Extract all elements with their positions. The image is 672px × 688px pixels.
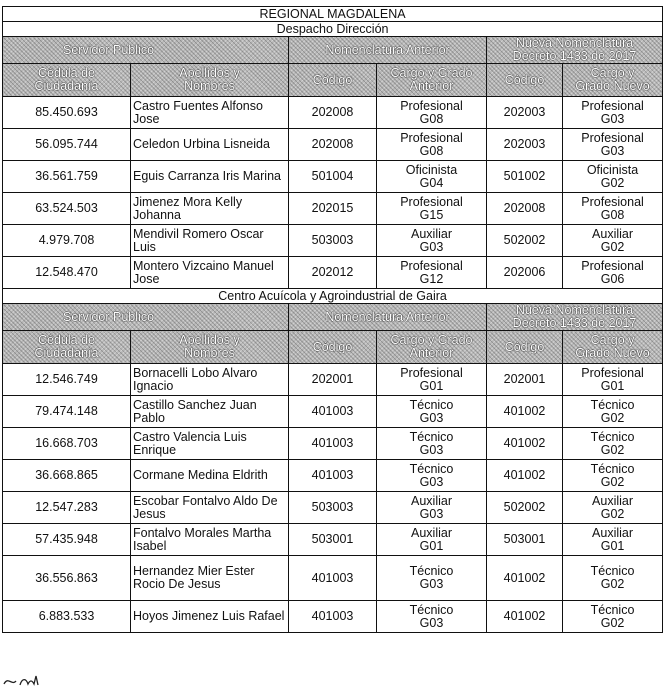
cedula-cell: 85.450.693 bbox=[3, 97, 131, 129]
codigo-nuevo-cell: 401002 bbox=[487, 396, 563, 428]
table-row bbox=[3, 524, 663, 556]
cargo-anterior-grado: G01 bbox=[419, 378, 444, 393]
cargo-nuevo-grado: G02 bbox=[600, 506, 625, 521]
header-cargo-anterior-line2: Anterior bbox=[409, 346, 454, 360]
cargo-nuevo-name: Técnico bbox=[590, 397, 635, 412]
cargo-anterior-name: Técnico bbox=[409, 564, 454, 578]
cargo-anterior-grado: G04 bbox=[419, 175, 444, 190]
nombre-cell: Cormane Medina Eldrith bbox=[131, 460, 289, 492]
codigo-anterior-cell: 401003 bbox=[289, 428, 377, 460]
cargo-anterior-cell bbox=[377, 428, 487, 460]
cargo-nuevo-grado: G01 bbox=[600, 378, 625, 393]
cargo-anterior-grado: G03 bbox=[419, 410, 444, 425]
header-cargo-anterior-line1: Cargo y Grado bbox=[390, 333, 473, 347]
codigo-anterior-cell: 202012 bbox=[289, 257, 377, 289]
cargo-anterior-name: Profesional bbox=[400, 194, 463, 209]
cargo-anterior-grado: G01 bbox=[419, 538, 444, 553]
cargo-anterior-name: Auxiliar bbox=[411, 226, 452, 241]
table-row bbox=[3, 492, 663, 524]
cargo-nuevo-name: Profesional bbox=[581, 130, 644, 145]
document-title: REGIONAL MAGDALENA bbox=[3, 7, 663, 22]
table-row bbox=[3, 161, 663, 193]
cedula-cell: 56.095.744 bbox=[3, 129, 131, 161]
cargo-nuevo-cell bbox=[563, 428, 663, 460]
table-row bbox=[3, 428, 663, 460]
cargo-anterior-cell bbox=[377, 193, 487, 225]
nombre-cell: Eguis Carranza Iris Marina bbox=[131, 161, 289, 193]
cargo-nuevo-grado: G02 bbox=[600, 577, 625, 591]
cargo-nuevo-grado: G02 bbox=[600, 175, 625, 190]
cargo-anterior-grado: G12 bbox=[419, 271, 444, 286]
cargo-anterior-grado: G03 bbox=[419, 577, 444, 591]
table-row bbox=[3, 601, 663, 633]
codigo-nuevo-cell: 502002 bbox=[487, 492, 563, 524]
cargo-anterior-cell bbox=[377, 492, 487, 524]
codigo-nuevo-cell: 503001 bbox=[487, 524, 563, 556]
nombre-cell: Escobar Fontalvo Aldo De Jesus bbox=[131, 492, 289, 524]
table-row bbox=[3, 257, 663, 289]
cargo-nuevo-grado: G08 bbox=[600, 207, 625, 222]
header-nueva-nomenclatura bbox=[487, 37, 663, 64]
codigo-anterior-cell: 401003 bbox=[289, 396, 377, 428]
header-cedula-line1: Cédula de bbox=[38, 66, 95, 80]
cargo-nuevo-cell bbox=[563, 129, 663, 161]
codigo-nuevo-cell: 401002 bbox=[487, 601, 563, 633]
header-apellidos-nombres-line1: Apellidos y bbox=[179, 333, 240, 347]
signature-mark bbox=[2, 672, 62, 688]
header-cargo-nuevo-line2: Grado Nuevo bbox=[575, 79, 650, 93]
cargo-nuevo-cell bbox=[563, 161, 663, 193]
cargo-anterior-grado: G03 bbox=[419, 442, 444, 457]
cargo-anterior-name: Oficinista bbox=[405, 162, 458, 177]
cargo-anterior-cell bbox=[377, 257, 487, 289]
cargo-anterior-grado: G03 bbox=[419, 474, 444, 489]
cargo-nuevo-cell bbox=[563, 257, 663, 289]
codigo-nuevo-cell: 202003 bbox=[487, 97, 563, 129]
header-apellidos-nombres bbox=[131, 64, 289, 97]
header-cargo-anterior-line2: Anterior bbox=[409, 79, 454, 93]
header-codigo-nuevo: Código bbox=[487, 64, 563, 97]
header-cedula-line2: Ciudadanía bbox=[34, 346, 99, 360]
codigo-anterior-cell: 501004 bbox=[289, 161, 377, 193]
cargo-nuevo-grado: G06 bbox=[600, 271, 625, 286]
codigo-nuevo-cell: 202008 bbox=[487, 193, 563, 225]
codigo-nuevo-cell: 401002 bbox=[487, 428, 563, 460]
cargo-nuevo-name: Profesional bbox=[581, 98, 644, 113]
header-cedula bbox=[3, 64, 131, 97]
nombre-cell: Hernandez Mier Ester Rocio De Jesus bbox=[131, 556, 289, 601]
cargo-nuevo-cell bbox=[563, 97, 663, 129]
cargo-nuevo-cell bbox=[563, 601, 663, 633]
header-cargo-anterior bbox=[377, 331, 487, 364]
cedula-cell: 12.548.470 bbox=[3, 257, 131, 289]
header-cargo-anterior bbox=[377, 64, 487, 97]
cargo-nuevo-cell bbox=[563, 556, 663, 601]
header-nueva-nomenclatura bbox=[487, 304, 663, 331]
header-cargo-nuevo-line1: Cargo y bbox=[590, 66, 635, 80]
cargo-nuevo-name: Profesional bbox=[581, 258, 644, 273]
cargo-anterior-grado: G15 bbox=[419, 207, 444, 222]
header-codigo-anterior: Código bbox=[289, 64, 377, 97]
section-title: Centro Acuícola y Agroindustrial de Gaira bbox=[3, 289, 663, 304]
header-servidor-publico: Servidor Público bbox=[3, 37, 289, 64]
codigo-nuevo-cell: 401002 bbox=[487, 460, 563, 492]
header-nueva-nomenclatura-line1: Nueva Nomenclatura bbox=[515, 303, 634, 317]
cargo-anterior-cell bbox=[377, 161, 487, 193]
codigo-nuevo-cell: 501002 bbox=[487, 161, 563, 193]
cargo-anterior-cell bbox=[377, 129, 487, 161]
cargo-anterior-name: Profesional bbox=[400, 365, 463, 380]
table-row bbox=[3, 364, 663, 396]
cargo-nuevo-name: Oficinista bbox=[586, 162, 639, 177]
cedula-cell: 57.435.948 bbox=[3, 524, 131, 556]
cedula-cell: 12.547.283 bbox=[3, 492, 131, 524]
header-codigo-anterior: Código bbox=[289, 331, 377, 364]
cargo-anterior-grado: G08 bbox=[419, 111, 444, 126]
cedula-cell: 36.556.863 bbox=[3, 556, 131, 601]
header-apellidos-nombres-line1: Apellidos y bbox=[179, 66, 240, 80]
cargo-anterior-cell bbox=[377, 225, 487, 257]
table-row bbox=[3, 396, 663, 428]
cargo-nuevo-cell bbox=[563, 193, 663, 225]
nombre-cell: Castro Fuentes Alfonso Jose bbox=[131, 97, 289, 129]
cargo-nuevo-grado: G01 bbox=[600, 538, 625, 553]
table-row bbox=[3, 225, 663, 257]
nombre-cell: Hoyos Jimenez Luis Rafael bbox=[131, 601, 289, 633]
codigo-nuevo-cell: 202001 bbox=[487, 364, 563, 396]
header-cargo-nuevo bbox=[563, 64, 663, 97]
nombre-cell: Montero Vizcaino Manuel Jose bbox=[131, 257, 289, 289]
table-row bbox=[3, 97, 663, 129]
table-row bbox=[3, 460, 663, 492]
nombre-cell: Castro Valencia Luis Enrique bbox=[131, 428, 289, 460]
section-title: Despacho Dirección bbox=[3, 22, 663, 37]
cedula-cell: 6.883.533 bbox=[3, 601, 131, 633]
cargo-nuevo-grado: G02 bbox=[600, 442, 625, 457]
cargo-anterior-name: Técnico bbox=[409, 602, 454, 617]
table-row bbox=[3, 129, 663, 161]
codigo-anterior-cell: 202008 bbox=[289, 129, 377, 161]
nombre-cell: Jimenez Mora Kelly Johanna bbox=[131, 193, 289, 225]
nombre-cell: Fontalvo Morales Martha Isabel bbox=[131, 524, 289, 556]
table-row bbox=[3, 556, 663, 601]
cargo-anterior-cell bbox=[377, 396, 487, 428]
codigo-anterior-cell: 503003 bbox=[289, 225, 377, 257]
nombre-cell: Bornacelli Lobo Alvaro Ignacio bbox=[131, 364, 289, 396]
cargo-nuevo-name: Técnico bbox=[590, 461, 635, 476]
cedula-cell: 79.474.148 bbox=[3, 396, 131, 428]
table-row bbox=[3, 193, 663, 225]
cargo-anterior-cell bbox=[377, 364, 487, 396]
codigo-nuevo-cell: 401002 bbox=[487, 556, 563, 601]
header-codigo-nuevo: Código bbox=[487, 331, 563, 364]
cargo-anterior-grado: G03 bbox=[419, 615, 444, 630]
cedula-cell: 36.668.865 bbox=[3, 460, 131, 492]
cargo-nuevo-name: Auxiliar bbox=[592, 525, 634, 540]
codigo-nuevo-cell: 202003 bbox=[487, 129, 563, 161]
cargo-nuevo-grado: G02 bbox=[600, 615, 625, 630]
nombre-cell: Celedon Urbina Lisneida bbox=[131, 129, 289, 161]
codigo-anterior-cell: 401003 bbox=[289, 460, 377, 492]
codigo-anterior-cell: 503001 bbox=[289, 524, 377, 556]
header-servidor-publico: Servidor Público bbox=[3, 304, 289, 331]
header-cedula-line1: Cédula de bbox=[38, 333, 95, 347]
cedula-cell: 16.668.703 bbox=[3, 428, 131, 460]
cargo-anterior-cell bbox=[377, 524, 487, 556]
cargo-nuevo-cell bbox=[563, 225, 663, 257]
header-nueva-nomenclatura-line2: Decreto 1433 de 2017 bbox=[512, 316, 637, 330]
header-cargo-nuevo-line1: Cargo y bbox=[590, 333, 635, 347]
cargo-nuevo-name: Técnico bbox=[590, 429, 635, 444]
cedula-cell: 63.524.503 bbox=[3, 193, 131, 225]
codigo-anterior-cell: 503003 bbox=[289, 492, 377, 524]
header-apellidos-nombres-line2: Nombres bbox=[184, 79, 235, 93]
nombre-cell: Mendivil Romero Oscar Luis bbox=[131, 225, 289, 257]
cargo-nuevo-cell bbox=[563, 364, 663, 396]
cargo-anterior-name: Técnico bbox=[409, 461, 454, 476]
cargo-anterior-cell bbox=[377, 460, 487, 492]
header-cargo-nuevo-line2: Grado Nuevo bbox=[575, 346, 650, 360]
cargo-anterior-grado: G03 bbox=[419, 506, 444, 521]
cedula-cell: 12.546.749 bbox=[3, 364, 131, 396]
cargo-nuevo-name: Auxiliar bbox=[592, 493, 634, 508]
header-nomenclatura-anterior: Nomenclatura Anterior bbox=[289, 304, 487, 331]
cargo-nuevo-name: Auxiliar bbox=[592, 226, 634, 241]
cargo-anterior-name: Auxiliar bbox=[411, 525, 452, 540]
personnel-table bbox=[2, 6, 663, 633]
cargo-anterior-name: Profesional bbox=[400, 130, 463, 145]
cargo-nuevo-cell bbox=[563, 524, 663, 556]
header-nueva-nomenclatura-line1: Nueva Nomenclatura bbox=[515, 36, 634, 50]
header-cargo-nuevo bbox=[563, 331, 663, 364]
cargo-anterior-cell bbox=[377, 601, 487, 633]
header-cedula-line2: Ciudadanía bbox=[34, 79, 99, 93]
cedula-cell: 4.979.708 bbox=[3, 225, 131, 257]
codigo-anterior-cell: 202001 bbox=[289, 364, 377, 396]
cargo-anterior-name: Técnico bbox=[409, 429, 454, 444]
nombre-cell: Castillo Sanchez Juan Pablo bbox=[131, 396, 289, 428]
header-nueva-nomenclatura-line2: Decreto 1433 de 2017 bbox=[512, 49, 637, 63]
cedula-cell: 36.561.759 bbox=[3, 161, 131, 193]
header-cargo-anterior-line1: Cargo y Grado bbox=[390, 66, 473, 80]
cargo-nuevo-name: Técnico bbox=[590, 602, 635, 617]
codigo-anterior-cell: 202015 bbox=[289, 193, 377, 225]
codigo-anterior-cell: 202008 bbox=[289, 97, 377, 129]
codigo-nuevo-cell: 202006 bbox=[487, 257, 563, 289]
codigo-nuevo-cell: 502002 bbox=[487, 225, 563, 257]
cargo-nuevo-grado: G03 bbox=[600, 143, 625, 158]
cargo-nuevo-grado: G02 bbox=[600, 474, 625, 489]
cargo-anterior-name: Profesional bbox=[400, 98, 463, 113]
codigo-anterior-cell: 401003 bbox=[289, 556, 377, 601]
cargo-anterior-name: Profesional bbox=[400, 258, 463, 273]
cargo-nuevo-name: Técnico bbox=[590, 564, 635, 578]
cargo-anterior-name: Auxiliar bbox=[411, 493, 452, 508]
cargo-anterior-name: Técnico bbox=[409, 397, 454, 412]
cargo-nuevo-grado: G03 bbox=[600, 111, 625, 126]
codigo-anterior-cell: 401003 bbox=[289, 601, 377, 633]
cargo-anterior-cell bbox=[377, 97, 487, 129]
cargo-anterior-cell bbox=[377, 556, 487, 601]
header-nomenclatura-anterior: Nomenclatura Anterior bbox=[289, 37, 487, 64]
header-apellidos-nombres-line2: Nombres bbox=[184, 346, 235, 360]
cargo-nuevo-name: Profesional bbox=[581, 194, 644, 209]
cargo-anterior-grado: G03 bbox=[419, 239, 444, 254]
cargo-nuevo-name: Profesional bbox=[581, 365, 644, 380]
cargo-nuevo-cell bbox=[563, 492, 663, 524]
header-apellidos-nombres bbox=[131, 331, 289, 364]
cargo-nuevo-grado: G02 bbox=[600, 239, 625, 254]
cargo-nuevo-grado: G02 bbox=[600, 410, 625, 425]
cargo-anterior-grado: G08 bbox=[419, 143, 444, 158]
header-cedula bbox=[3, 331, 131, 364]
cargo-nuevo-cell bbox=[563, 396, 663, 428]
cargo-nuevo-cell bbox=[563, 460, 663, 492]
